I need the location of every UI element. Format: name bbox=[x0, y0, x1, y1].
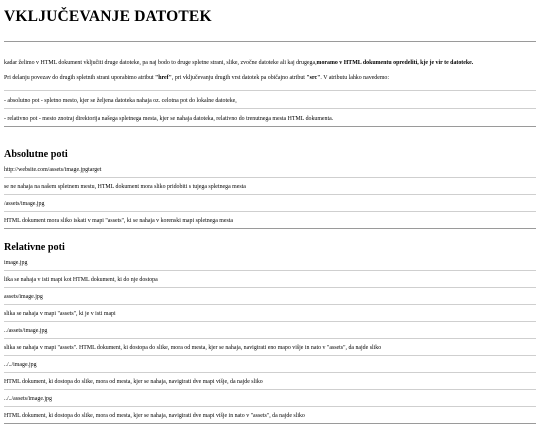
example-path: image.jpg bbox=[4, 260, 28, 266]
example-path: http://website.com/assets/image.jpgtarget bbox=[4, 167, 102, 173]
divider bbox=[4, 90, 536, 91]
example-path: assets/image.jpg bbox=[4, 294, 43, 300]
section-divider bbox=[4, 126, 536, 127]
divider bbox=[4, 406, 536, 407]
divider bbox=[4, 108, 536, 109]
divider bbox=[4, 304, 536, 305]
absolute-paths-heading: Absolutne poti bbox=[4, 149, 68, 160]
section-divider bbox=[4, 228, 536, 229]
page-title: VKLJUČEVANJE DATOTEK bbox=[4, 8, 212, 25]
example-description: HTML dokument, ki dostopa do slike, mora od mesta, kjer se nahaja, navigirati dve mapi višje in nato v "assets", da najde sliko bbox=[4, 413, 305, 419]
href-attribute: "href" bbox=[155, 75, 172, 81]
example-description: HTML dokument, ki dostopa do slike, mora od mesta, kjer se nahaja, navigirati dve mapi višje, da najde sliko bbox=[4, 379, 263, 385]
example-description: lika se nahaja v isti mapi kot HTML dokument, ki do nje dostopa bbox=[4, 277, 158, 283]
divider bbox=[4, 194, 536, 195]
example-description: slika se nahaja v mapi "assets", ki je v isti mapi bbox=[4, 311, 116, 317]
example-path: /assets/image.jpg bbox=[4, 201, 45, 207]
divider bbox=[4, 372, 536, 373]
intro-bold-text: moramo v HTML dokumentu opredeliti, kje je vir te datoteke. bbox=[316, 60, 474, 66]
divider bbox=[4, 355, 536, 356]
divider bbox=[4, 389, 536, 390]
attribute-text-2: , pri vključevanju drugih vrst datotek pa običajno atribut bbox=[171, 75, 307, 81]
divider bbox=[4, 338, 536, 339]
src-attribute: "src" bbox=[306, 75, 321, 81]
attribute-text-1: Pri delanju povezav do drugih spletnih strani uporabimo atribut bbox=[4, 75, 155, 81]
example-path: ../assets/image.jpg bbox=[4, 328, 48, 334]
attribute-text-3: . V atributu lahko navedemo: bbox=[320, 75, 390, 81]
bullet-relative: - relativno pot - mesto znotraj direktorija našega spletnega mesta, kjer se nahaja datoteka, relativno do trenutnega mesta HTML dokumenta. bbox=[4, 116, 334, 122]
example-description: slika se nahaja v mapi "assets". HTML dokument, ki dostopa do slike, mora od mesta, kjer se nahaja, navigirati eno mapo višje in nato v "assets", da najde sliko bbox=[4, 345, 382, 351]
divider bbox=[4, 270, 536, 271]
intro-paragraph bbox=[4, 60, 536, 67]
intro-text: kadar želimo v HTML dokument vključiti druge datoteke, pa naj bodo to druge spletne strani, slike, zvočne datoteke ali kaj drugega, bbox=[4, 60, 317, 66]
title-divider bbox=[4, 41, 536, 42]
example-path: ../../assets/image.jpg bbox=[4, 396, 52, 402]
example-description: HTML dokument mora sliko iskati v mapi "assets", ki se nahaja v korenski mapi spletnega mesta bbox=[4, 218, 234, 224]
divider bbox=[4, 321, 536, 322]
divider bbox=[4, 177, 536, 178]
relative-paths-heading: Relativne poti bbox=[4, 242, 65, 253]
example-description: se ne nahaja na našem spletnem mestu, HTML dokument mora sliko pridobiti s tujega spletnega mesta bbox=[4, 184, 246, 190]
divider bbox=[4, 211, 536, 212]
example-path: ../../image.jpg bbox=[4, 362, 37, 368]
divider bbox=[4, 287, 536, 288]
attribute-paragraph bbox=[4, 75, 536, 82]
bullet-absolute: - absolutno pot - spletno mesto, kjer se željena datoteka nahaja oz. celotna pot do lokalne datoteke, bbox=[4, 98, 237, 104]
